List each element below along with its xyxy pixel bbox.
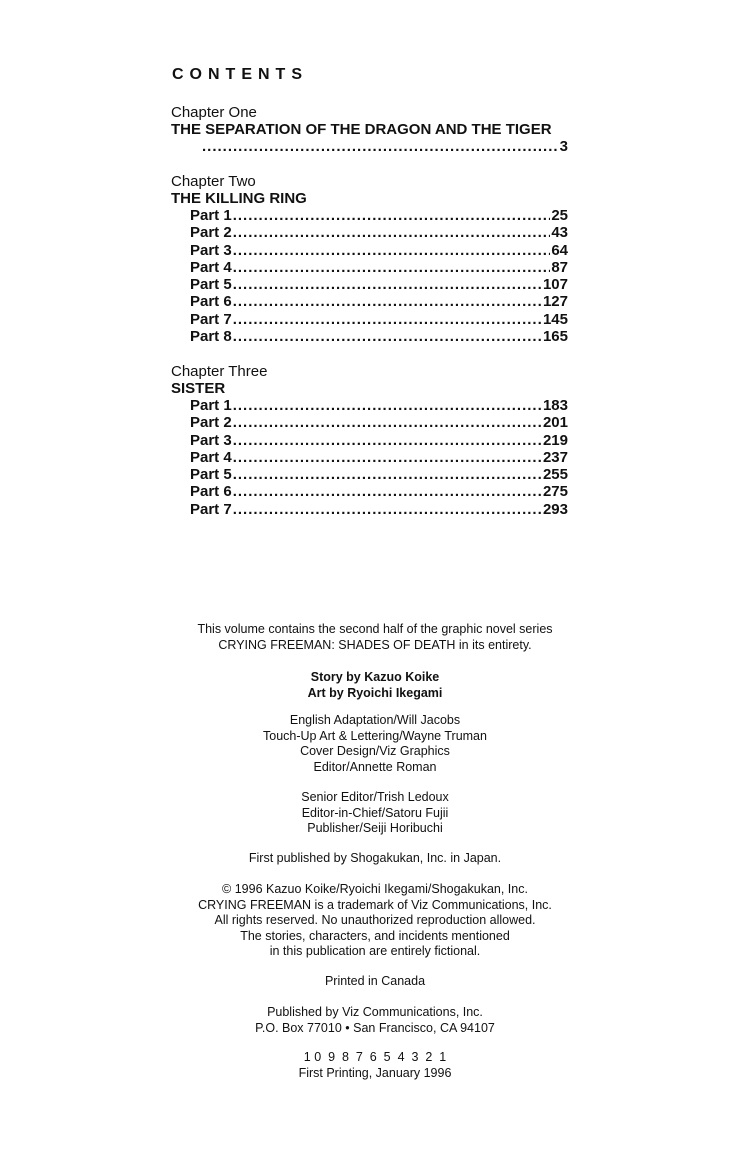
copyright-line: CRYING FREEMAN is a trademark of Viz Communications, Inc. bbox=[198, 897, 552, 912]
toc-entry bbox=[190, 259, 568, 276]
part-label: Part 2 bbox=[190, 414, 232, 432]
part-label: Part 8 bbox=[190, 328, 232, 346]
toc-entry bbox=[190, 466, 568, 483]
page-number: 43 bbox=[551, 224, 568, 242]
chapter-two bbox=[171, 173, 571, 345]
page-number: 237 bbox=[542, 448, 568, 466]
staff-line: Touch-Up Art & Lettering/Wayne Truman bbox=[263, 728, 487, 743]
leader-dots bbox=[233, 432, 542, 449]
copyright-line: © 1996 Kazuo Koike/Ryoichi Ikegami/Shogakukan, Inc. bbox=[222, 882, 528, 896]
copyright-line: The stories, characters, and incidents mentioned bbox=[240, 928, 510, 943]
toc-entry bbox=[190, 397, 568, 414]
chapter-one bbox=[171, 104, 571, 155]
toc-entry bbox=[190, 483, 568, 500]
page-number: 145 bbox=[542, 310, 568, 328]
part-list bbox=[190, 397, 568, 518]
part-label: Part 5 bbox=[190, 276, 232, 294]
printed-line: Printed in Canada bbox=[324, 974, 426, 988]
staff-line: Editor-in-Chief/Satoru Fujii bbox=[301, 805, 449, 820]
publisher-address: P.O. Box 77010 • San Francisco, CA 94107 bbox=[255, 1020, 495, 1035]
toc-entry bbox=[190, 328, 568, 345]
toc-entry bbox=[190, 293, 568, 310]
staff-line: Publisher/Seiji Horibuchi bbox=[307, 821, 443, 835]
toc-entry bbox=[190, 224, 568, 241]
publisher-line: Published by Viz Communications, Inc. bbox=[267, 1005, 483, 1019]
chapter-number: Chapter Two bbox=[171, 173, 256, 190]
story-credit: Story by Kazuo Koike bbox=[310, 670, 440, 684]
toc-entry bbox=[201, 138, 568, 155]
first-published-line: First published by Shogakukan, Inc. in Japan. bbox=[248, 851, 502, 865]
page-number: 3 bbox=[559, 138, 568, 155]
page-number: 293 bbox=[542, 500, 568, 518]
volume-note bbox=[0, 622, 750, 653]
chapter-number: Chapter One bbox=[171, 104, 257, 121]
leader-dots bbox=[233, 501, 542, 518]
page-number: 25 bbox=[551, 207, 568, 224]
leader-dots bbox=[233, 449, 542, 466]
part-label: Part 4 bbox=[190, 258, 232, 276]
chapter-number: Chapter Three bbox=[171, 363, 268, 380]
staff-line: Editor/Annette Roman bbox=[313, 759, 437, 774]
leader-dots bbox=[233, 328, 542, 345]
staff-credits bbox=[0, 713, 750, 775]
leader-dots bbox=[233, 466, 542, 483]
publisher-info bbox=[0, 1005, 750, 1036]
page-number: 87 bbox=[551, 258, 568, 276]
printing-date: First Printing, January 1996 bbox=[298, 1065, 452, 1080]
leader-dots bbox=[233, 276, 542, 293]
printing-numbers: 1 0 9 8 7 6 5 4 3 2 1 bbox=[303, 1050, 447, 1064]
part-label: Part 4 bbox=[190, 448, 232, 466]
leader-dots bbox=[233, 242, 551, 259]
printed-in bbox=[0, 974, 750, 990]
chapter-title: SISTER bbox=[171, 380, 226, 397]
leader-dots bbox=[202, 138, 559, 155]
volume-note-line: CRYING FREEMAN: SHADES OF DEATH in its entirety. bbox=[218, 637, 532, 652]
toc-entry bbox=[190, 207, 568, 224]
toc-entry bbox=[190, 501, 568, 518]
toc-entry bbox=[190, 276, 568, 293]
leader-dots bbox=[233, 224, 551, 241]
volume-note-line: This volume contains the second half of the graphic novel series bbox=[197, 622, 553, 636]
contents-heading: CONTENTS bbox=[172, 66, 308, 83]
art-credit: Art by Ryoichi Ikegami bbox=[307, 685, 443, 700]
toc-entry bbox=[190, 414, 568, 431]
printing-info bbox=[0, 1050, 750, 1081]
leader-dots bbox=[233, 207, 551, 224]
leader-dots bbox=[233, 259, 551, 276]
chapter-title: THE SEPARATION OF THE DRAGON AND THE TIGER bbox=[171, 121, 552, 138]
copyright bbox=[0, 882, 750, 960]
part-label: Part 2 bbox=[190, 224, 232, 242]
editorial-credits bbox=[0, 790, 750, 837]
part-label: Part 3 bbox=[190, 431, 232, 449]
page-number: 201 bbox=[542, 414, 568, 432]
page-number: 165 bbox=[542, 328, 568, 346]
page-number: 64 bbox=[551, 241, 568, 259]
part-label: Part 7 bbox=[190, 310, 232, 328]
leader-dots bbox=[233, 293, 542, 310]
staff-line: Senior Editor/Trish Ledoux bbox=[301, 790, 449, 804]
part-label: Part 6 bbox=[190, 483, 232, 501]
part-label: Part 1 bbox=[190, 207, 232, 224]
toc-entry bbox=[190, 449, 568, 466]
page-number: 255 bbox=[542, 466, 568, 484]
page-number: 183 bbox=[542, 397, 568, 414]
page-number: 275 bbox=[542, 483, 568, 501]
leader-dots bbox=[233, 397, 542, 414]
page-number: 107 bbox=[542, 276, 568, 294]
chapter-three bbox=[171, 363, 571, 518]
leader-dots bbox=[233, 483, 542, 500]
staff-line: Cover Design/Viz Graphics bbox=[300, 744, 450, 758]
staff-line: English Adaptation/Will Jacobs bbox=[289, 713, 461, 727]
part-label: Part 1 bbox=[190, 397, 232, 414]
first-published bbox=[0, 851, 750, 867]
leader-dots bbox=[233, 311, 542, 328]
part-label: Part 5 bbox=[190, 466, 232, 484]
page-number: 219 bbox=[542, 431, 568, 449]
part-list bbox=[190, 207, 568, 345]
copyright-line: in this publication are entirely fictional. bbox=[269, 944, 481, 958]
leader-dots bbox=[233, 414, 542, 431]
authors bbox=[0, 670, 750, 701]
part-label: Part 3 bbox=[190, 241, 232, 259]
part-label: Part 6 bbox=[190, 293, 232, 311]
part-label: Part 7 bbox=[190, 500, 232, 518]
toc-entry bbox=[190, 242, 568, 259]
toc-entry bbox=[190, 432, 568, 449]
toc-entry bbox=[190, 311, 568, 328]
chapter-title: THE KILLING RING bbox=[171, 190, 307, 207]
page-number: 127 bbox=[542, 293, 568, 311]
copyright-line: All rights reserved. No unauthorized reproduction allowed. bbox=[214, 913, 536, 927]
